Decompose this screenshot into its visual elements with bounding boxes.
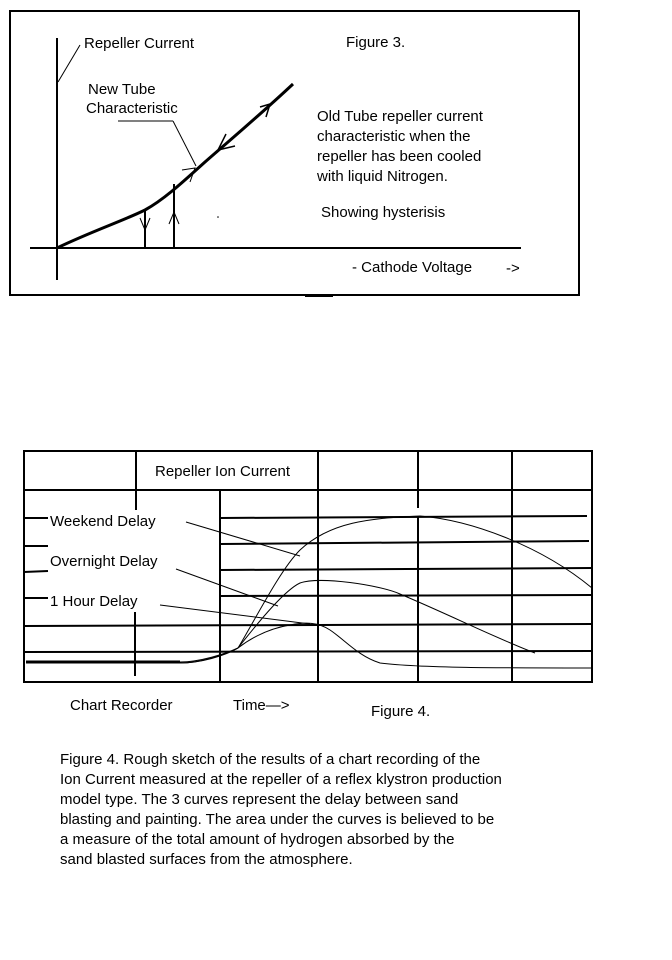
grid-tick [24, 571, 48, 572]
caption-line: Ion Current measured at the repeller of a reflex klystron production [60, 771, 502, 788]
description-line: Old Tube repeller current [317, 108, 483, 125]
figure-3-title: Figure 3. [346, 34, 406, 51]
y-axis-label: Repeller Current [84, 35, 195, 52]
y-axis-label-leader [58, 45, 80, 82]
description-line: characteristic when the [317, 128, 471, 145]
curve-label-line2: Characteristic [86, 100, 178, 117]
x-axis-label: - Cathode Voltage [352, 259, 473, 276]
description-line: repeller has been cooled [317, 148, 482, 165]
grid-horizontal [220, 541, 589, 544]
one-hour-leader [160, 605, 310, 624]
x-label-time: Time—> [233, 697, 290, 714]
series-label-weekend: Weekend Delay [50, 513, 156, 530]
caption-line: Figure 4. Rough sketch of the results of a chart recording of the [60, 751, 481, 768]
hysteresis-note: Showing hysterisis [321, 204, 446, 221]
curve-label-leader-diag [173, 121, 196, 166]
grid-horizontal [24, 624, 592, 626]
dot [217, 216, 219, 218]
figure-4-label: Figure 4. [371, 703, 431, 720]
series-label-one-hour: 1 Hour Delay [50, 593, 138, 610]
caption-line: model type. The 3 curves represent the delay between sand [60, 791, 459, 808]
figure-4 [24, 451, 592, 720]
caption-line: a measure of the total amount of hydrogen absorbed by the [60, 831, 455, 848]
figure-3-frame [10, 11, 579, 295]
grid-horizontal [24, 651, 592, 652]
chart-title: Repeller Ion Current [155, 463, 291, 480]
description-line: with liquid Nitrogen. [317, 168, 448, 185]
series-label-overnight: Overnight Delay [50, 553, 158, 570]
x-axis-arrow-icon: -> [506, 260, 520, 277]
figure-3 [10, 11, 579, 296]
weekend-leader [186, 522, 300, 556]
figure-4-caption [60, 750, 620, 870]
caption-line: sand blasted surfaces from the atmosphere. [60, 851, 353, 868]
overnight-leader [176, 569, 278, 606]
one-hour-delay-curve [180, 623, 592, 668]
caption-line: blasting and painting. The area under the curves is believed to be [60, 811, 495, 828]
grid-horizontal [220, 595, 592, 596]
grid-horizontal [220, 568, 592, 570]
x-label-chart-recorder: Chart Recorder [70, 697, 173, 714]
curve-label-line1: New Tube [88, 81, 156, 98]
